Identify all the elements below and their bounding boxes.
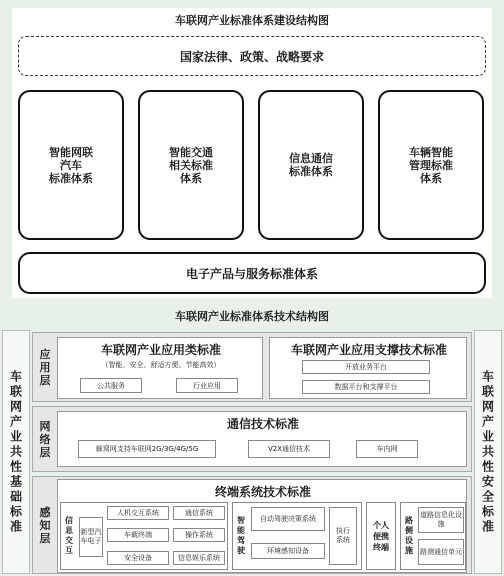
- common-basic-standards-column: [2, 330, 30, 574]
- hmi-system-box: 人机交互系统: [107, 506, 169, 520]
- common-basic-standards-label: 车联网产业共性基础标准: [8, 369, 23, 535]
- perception-layer: [32, 476, 472, 574]
- perception-layer-label: 感知层: [39, 505, 51, 545]
- public-service-box: 公共服务: [80, 378, 142, 393]
- electronics-services-bar: 电子产品与服务标准体系: [18, 252, 486, 294]
- communication-standards-title: 通信技术标准: [226, 416, 299, 431]
- v2x-communication-box: V2X通信技术: [248, 440, 330, 458]
- info-interaction-group: [60, 502, 228, 570]
- environment-perception-box: 环境感知设备: [251, 543, 325, 559]
- pillar-vehicle-management-standards: 车辆智能 管理标准 体系: [378, 90, 484, 240]
- top-diagram-title: 车联网产业标准体系建设结构图: [175, 14, 329, 27]
- communication-system-box: 通信系统: [173, 506, 225, 520]
- personal-portable-terminal-box: 个人便携终端: [366, 502, 396, 570]
- roadside-facilities-group: [400, 502, 466, 570]
- industry-application-box: 行业应用: [176, 378, 238, 393]
- roadside-communication-unit-box: 路测通信单元: [418, 539, 464, 565]
- support-standards-panel: [269, 337, 467, 399]
- terminal-standards-title: 终端系统技术标准: [214, 484, 311, 499]
- autonomous-decision-system-box: 自动驾驶决策系统: [251, 507, 325, 531]
- application-layer: [32, 332, 472, 402]
- pillar-icv-standards: 智能网联 汽车 标准体系: [18, 90, 124, 240]
- operating-system-box: 操作系统: [173, 528, 225, 542]
- intelligent-driving-group: [232, 502, 362, 570]
- law-policy-bar: 国家法律、政策、战略要求: [18, 36, 486, 76]
- open-service-platform-box: 开放业务平台: [302, 360, 430, 374]
- cellular-v2x-box: 蜂窝网支持车联网2G/3G/4G/5G: [78, 440, 216, 458]
- in-vehicle-network-box: 车内网: [356, 440, 418, 458]
- data-support-platform-box: 数据平台和支撑平台: [302, 380, 430, 394]
- communication-standards-panel: [57, 411, 467, 467]
- application-layer-label: 应用层: [39, 347, 51, 387]
- network-layer-label: 网络层: [39, 419, 51, 459]
- network-layer: [32, 406, 472, 472]
- pillar-its-standards: 智能交通 相关标准 体系: [138, 90, 244, 240]
- app-standards-title: 车联网产业应用类标准: [100, 342, 221, 357]
- safety-equipment-box: 安全设备: [107, 551, 169, 565]
- roadside-facilities-label: 路侧设施: [405, 516, 413, 555]
- road-informatization-box: 道路信息化设施: [418, 507, 464, 533]
- common-security-standards-label: 车联网产业共性安全标准: [480, 369, 495, 535]
- execution-system-box: 执行系统: [329, 507, 357, 565]
- bottom-diagram-title: 车联网产业标准体系技术结构图: [175, 310, 329, 323]
- vehicle-terminal-box: 车载终端: [107, 528, 169, 542]
- new-auto-electronics-box: 新型汽车电子: [79, 517, 103, 557]
- infotainment-system-box: 信息娱乐系统: [173, 551, 225, 565]
- pillar-ict-standards: 信息通信 标准体系: [258, 90, 364, 240]
- top-diagram: [12, 8, 492, 298]
- terminal-standards-panel: [57, 479, 467, 573]
- app-standards-subtitle: （智能、安全、舒适方便、节能高效）: [101, 361, 221, 369]
- app-standards-panel: [57, 337, 263, 399]
- info-interaction-label: 信息交互: [65, 516, 73, 555]
- intelligent-driving-label: 智能驾驶: [237, 516, 245, 555]
- common-security-standards-column: [474, 330, 502, 574]
- support-standards-title: 车联网产业应用支撑技术标准: [290, 342, 447, 357]
